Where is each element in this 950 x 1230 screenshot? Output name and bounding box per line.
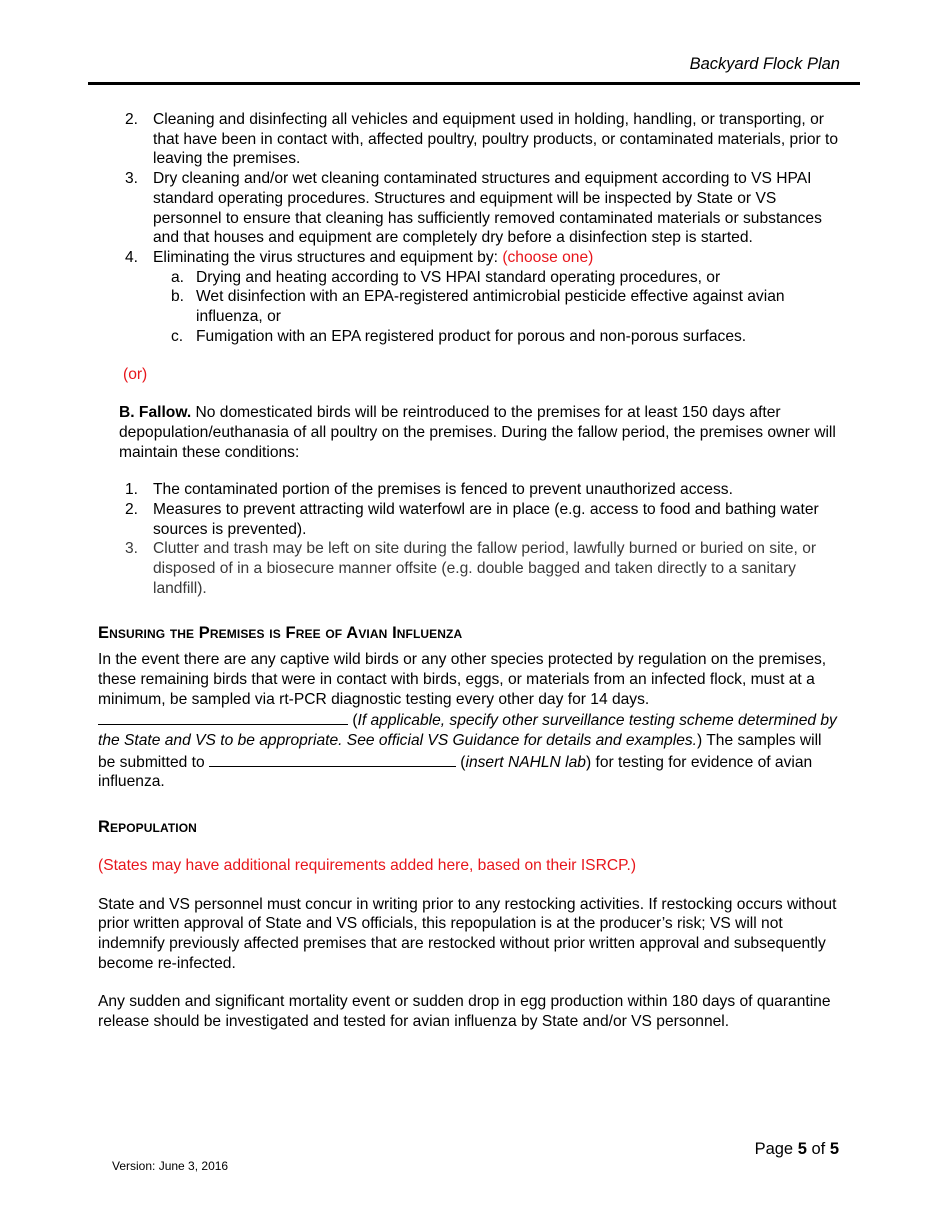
page-prefix: Page xyxy=(754,1140,798,1158)
paren-text: ( xyxy=(348,712,358,730)
list-item-text: Measures to prevent attracting wild waterfowl are in place (e.g. access to food and bathing water sources is prevented). xyxy=(153,500,819,538)
ensuring-paragraph xyxy=(98,650,840,792)
list-item-text: The contaminated portion of the premises is fenced to prevent unauthorized access. xyxy=(153,481,733,499)
list-item-text: Wet disinfection with an EPA-registered antimicrobial pesticide effective against avian influenza, or xyxy=(196,288,785,326)
choose-one-note: (choose one) xyxy=(502,248,594,266)
list-item xyxy=(153,327,840,347)
list-item xyxy=(98,500,840,539)
list-letter: c. xyxy=(171,327,184,345)
list-number: 2. xyxy=(125,500,139,518)
list-item xyxy=(98,169,840,248)
list-number: 2. xyxy=(125,111,139,128)
list-item xyxy=(98,480,840,500)
list-item-text: Drying and heating according to VS HPAI standard operating procedures, or xyxy=(196,268,721,286)
list-item-text: Dry cleaning and/or wet cleaning contaminated structures and equipment according to VS HPAI standard operating procedures. Structures and equipment will be inspected by State or VS personnel to ensure that cleaning has sufficiently removed contaminated materials or substances and that houses and equipment are completely dry before a disinfection step is started. xyxy=(153,170,822,247)
list-item xyxy=(98,110,840,169)
repopulation-note: (States may have additional requirements added here, based on their ISRCP.) xyxy=(98,856,637,874)
header-rule xyxy=(88,82,860,85)
list-item xyxy=(98,248,840,347)
nahln-lab-instruction: insert NAHLN lab xyxy=(465,753,586,771)
fallow-heading: B. Fallow. xyxy=(119,404,192,422)
list-number: 3. xyxy=(125,170,139,188)
list-item-text: Clutter and trash may be left on site during the fallow period, lawfully burned or buried on site, or disposed of in a biosecure manner offsite (e.g. double bagged and taken directly to a sanitary landfill). xyxy=(153,540,817,597)
version-label: Version: June 3, 2016 xyxy=(112,1159,229,1173)
ensuring-text: ) for testing for evidence of avian influenza. xyxy=(98,753,813,791)
repopulation-paragraph: State and VS personnel must concur in writing prior to any restocking activities. If restocking occurs without prior written approval of State and VS officials, this repopulation is at the producer’s risk; VS will not indemnify previously affected premises that are restocked without prior written approval and subsequently become re-infected. xyxy=(98,895,837,972)
list-item-text: Cleaning and disinfecting all vehicles and equipment used in holding, handling, or transporting, or that have been in contact with, affected poultry, poultry products, or contaminated materials, prior to leaving the premises. xyxy=(153,111,839,168)
page-current: 5 xyxy=(797,1140,807,1158)
paren-text: ( xyxy=(455,753,466,771)
list-item xyxy=(153,287,840,326)
list-letter: b. xyxy=(171,288,185,306)
surveillance-blank-field[interactable] xyxy=(98,709,348,725)
fallow-text: No domesticated birds will be reintroduced to the premises for at least 150 days after depopulation/euthanasia of all poultry on the premises. During the fallow period, the premises owner will maintain these conditions: xyxy=(119,404,836,461)
page-total: 5 xyxy=(829,1140,839,1158)
elimination-options-list xyxy=(153,268,840,347)
surveillance-instruction: If applicable, specify other surveillance testing scheme determined by the State and VS to be appropriate. See official VS Guidance for details and examples. xyxy=(98,712,837,749)
mortality-paragraph: Any sudden and significant mortality event or sudden drop in egg production within 180 days of quarantine release should be investigated and tested for avian influenza by State and/or VS personnel. xyxy=(98,993,831,1031)
list-letter: a. xyxy=(171,268,185,286)
nahln-lab-blank-field[interactable] xyxy=(209,751,456,767)
list-item xyxy=(98,539,840,598)
fallow-paragraph xyxy=(119,403,840,462)
ensuring-text: ) The samples will be submitted to xyxy=(98,731,822,771)
header-title: Backyard Flock Plan xyxy=(689,55,840,73)
repopulation-heading: Repopulation xyxy=(98,818,197,837)
page-mid: of xyxy=(806,1140,830,1158)
ensuring-text: In the event there are any captive wild birds or any other species protected by regulation on the premises, these remaining birds that were in contact with birds, eggs, or materials from an infected flock, must at a minimum, be sampled via rt-PCR diagnostic testing every other day for 14 days. xyxy=(98,651,827,708)
list-item xyxy=(153,268,840,288)
cleaning-steps-list xyxy=(98,110,840,346)
list-number: 4. xyxy=(125,248,139,266)
list-item-text: Fumigation with an EPA registered product for porous and non-porous surfaces. xyxy=(196,327,747,345)
fallow-conditions-list xyxy=(98,480,840,598)
ensuring-heading: Ensuring the Premises is Free of Avian Influenza xyxy=(98,624,463,643)
list-number: 3. xyxy=(125,540,139,558)
list-item-text: Eliminating the virus structures and equipment by: xyxy=(153,248,503,266)
page-number xyxy=(755,1140,839,1159)
document-body xyxy=(98,110,840,1032)
or-label: (or) xyxy=(123,366,148,384)
list-number: 1. xyxy=(125,481,139,499)
